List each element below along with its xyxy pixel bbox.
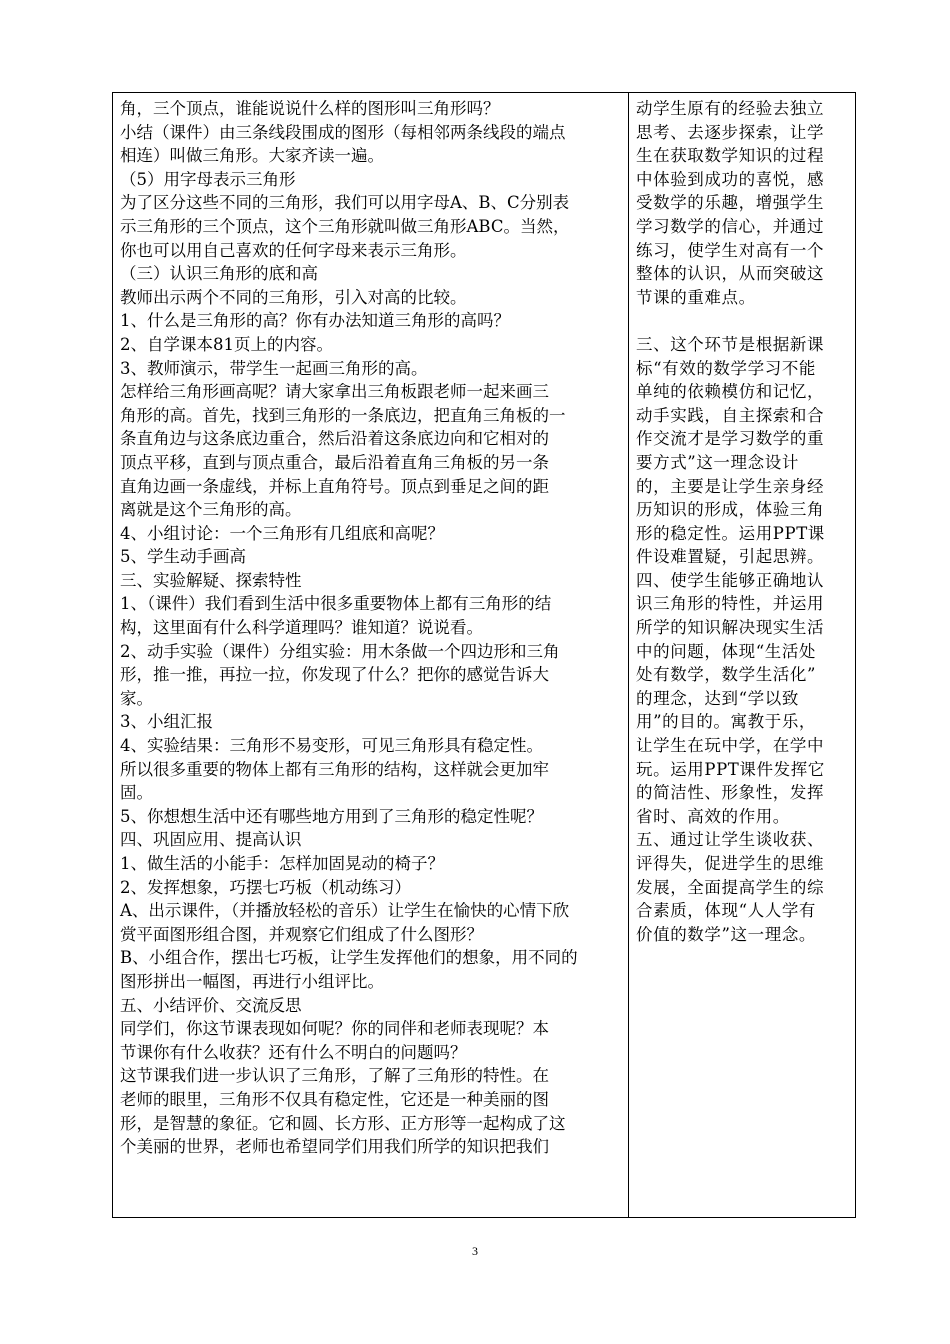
process-text-line: 为了区分这些不同的三角形，我们可以用字母A、B、C分别表 [120,193,570,213]
process-text-line: 小结（课件）由三条线段围成的图形（每相邻两条线段的端点 [120,122,566,142]
process-text-line: 教师出示两个不同的三角形，引入对高的比较。 [120,287,467,307]
design-text-line: 作交流才是学习数学的重 [636,429,825,449]
design-text-line: 合素质，体现“人人学有 [636,901,817,921]
process-text-line: 个美丽的世界，老师也希望同学们用我们所学的知识把我们 [120,1137,549,1157]
process-text-line: 五、小结评价、交流反思 [120,995,302,1015]
design-text-line: 动手实践，自主探索和合 [636,405,825,425]
process-text-line: 家。 [120,688,153,708]
design-text-line: 处有数学，数学生活化” [636,665,817,685]
design-text-line: 单纯的依赖模仿和记忆， [636,382,825,402]
design-text-line [636,309,849,333]
design-text-line: 整体的认识，从而突破这 [636,264,825,284]
process-text-line: 1、什么是三角形的高？你有办法知道三角形的高吗？ [120,311,510,331]
process-text-line: 构，这里面有什么科学道理吗？谁知道？说说看。 [120,618,483,638]
process-text-line: 3、小组汇报 [120,712,213,732]
process-text-line: 直角边画一条虚线，并标上直角符号。顶点到垂足之间的距 [120,476,549,496]
design-text-line: 学习数学的信心，并通过 [636,216,825,236]
design-text-line: 思考、去逐步探索，让学 [636,122,825,142]
process-text-line: 条直角边与这条底边重合，然后沿着这条底边向和它相对的 [120,429,549,449]
process-text-line: （三）认识三角形的底和高 [120,264,318,284]
design-text-line: 三、这个环节是根据新课 [636,334,825,354]
design-text-line: 价值的数学”这一理念。 [636,924,817,944]
process-text-line: 角形的高。首先，找到三角形的一条底边，把直角三角板的一 [120,405,566,425]
process-text-line: 这节课我们进一步认识了三角形，了解了三角形的特性。在 [120,1066,549,1086]
process-text-line: 怎样给三角形画高呢？请大家拿出三角板跟老师一起来画三 [120,382,549,402]
design-text-line: 练习，使学生对高有一个 [636,240,825,260]
design-text-line: 形的稳定性。运用PPT课 [636,523,825,543]
design-text-line: 发展，全面提高学生的综 [636,877,825,897]
design-text-line: 生在获取数学知识的过程 [636,146,825,166]
design-text-line: 动学生原有的经验去独立 [636,99,825,118]
design-text-line: 节课的重难点。 [636,287,756,307]
process-text-line: 你也可以用自己喜欢的任何字母来表示三角形。 [120,240,467,260]
design-text-line: 所学的知识解决现实生活 [636,618,825,638]
process-text-line: 三、实验解疑、探索特性 [120,570,302,590]
process-text-line: 赏平面图形组合图，并观察它们组成了什么图形？ [120,924,483,944]
process-text-line: 固。 [120,783,153,803]
process-text-line: 1、做生活的小能手：怎样加固晃动的椅子？ [120,854,444,873]
process-text-line: 5、你想想生活中还有哪些地方用到了三角形的稳定性呢？ [120,806,543,826]
design-text-line: 省时、高效的作用。 [636,806,790,826]
process-text-line: 节课你有什么收获？还有什么不明白的问题吗？ [120,1042,467,1062]
design-intent-column [629,93,855,1217]
design-text-line: 件设难置疑，引起思辨。 [636,547,825,567]
process-text-line: 四、巩固应用、提高认识 [120,830,302,850]
process-text-line: 4、小组讨论：一个三角形有几组底和高呢？ [120,523,444,543]
process-text-line: 3、教师演示，带学生一起画三角形的高。 [120,358,428,378]
process-text-line: 2、自学课本81页上的内容。 [120,334,333,354]
design-text-line: 让学生在玩中学，在学中 [636,736,825,756]
design-text-line: 要方式”这一理念设计 [636,452,799,472]
process-text-line: 2、动手实验（课件）分组实验：用木条做一个四边形和三角 [120,641,560,661]
process-text-line: 同学们，你这节课表现如何呢？你的同伴和老师表现呢？本 [120,1019,549,1039]
design-text-line: 受数学的乐趣，增强学生 [636,193,825,213]
process-text-line: 形，是智慧的象征。它和圆、长方形、正方形等一起构成了这 [120,1113,566,1133]
lesson-plan-table [112,92,856,1218]
design-text-line: 标“有效的数学学习不能 [636,358,817,378]
process-text-line: 所以很多重要的物体上都有三角形的结构，这样就会更加牢 [120,759,549,779]
design-text-line: 的简洁性、形象性，发挥 [636,783,825,803]
process-text-line: A、出示课件，（并播放轻松的音乐）让学生在愉快的心情下欣 [120,901,570,921]
design-text-line: 四、使学生能够正确地认 [636,570,825,590]
process-text-line: 1、（课件）我们看到生活中很多重要物体上都有三角形的结 [120,594,552,614]
design-text-line: 历知识的形成，体验三角 [636,500,825,520]
design-text-line: 中的问题，体现“生活处 [636,641,817,661]
process-text-line: 角，三个顶点，谁能说说什么样的图形叫三角形吗？ [120,99,500,118]
design-text-line: 用”的目的。寓教于乐， [636,712,817,732]
process-text-line: 形，推一推，再拉一拉，你发现了什么？把你的感觉告诉大 [120,665,549,685]
process-text-line: 顶点平移，直到与顶点重合，最后沿着直角三角板的另一条 [120,452,549,472]
design-text-line: 五、通过让学生谈收获、 [636,830,825,850]
process-text-line: 老师的眼里，三角形不仅具有稳定性，它还是一种美丽的图 [120,1089,549,1109]
process-text-line: （5）用字母表示三角形 [120,169,296,189]
design-text-line: 的，主要是让学生亲身经 [636,476,825,496]
process-text-line: 示三角形的三个顶点，这个三角形就叫做三角形ABC。当然， [120,216,570,236]
process-text-line: B、小组合作，摆出七巧板，让学生发挥他们的想象，用不同的 [120,948,578,968]
process-text-line: 离就是这个三角形的高。 [120,500,302,520]
process-text-line: 5、学生动手画高 [120,547,246,567]
process-text-line: 图形拼出一幅图，再进行小组评比。 [120,971,384,991]
design-text-line: 玩。运用PPT课件发挥它 [636,759,825,779]
page-number: 3 [472,1244,478,1258]
process-text-line: 4、实验结果：三角形不易变形，可见三角形具有稳定性。 [120,736,543,756]
design-text-line: 识三角形的特性，并运用 [636,594,825,614]
teaching-process-column [113,93,629,1217]
process-text-line: 2、发挥想象，巧摆七巧板（机动练习） [120,877,411,897]
design-text-line: 的理念，达到“学以致 [636,688,799,708]
design-text-line: 评得失，促进学生的思维 [636,854,825,873]
process-text-line: 相连）叫做三角形。大家齐读一遍。 [120,146,384,166]
design-text-line: 中体验到成功的喜悦，感 [636,169,825,189]
